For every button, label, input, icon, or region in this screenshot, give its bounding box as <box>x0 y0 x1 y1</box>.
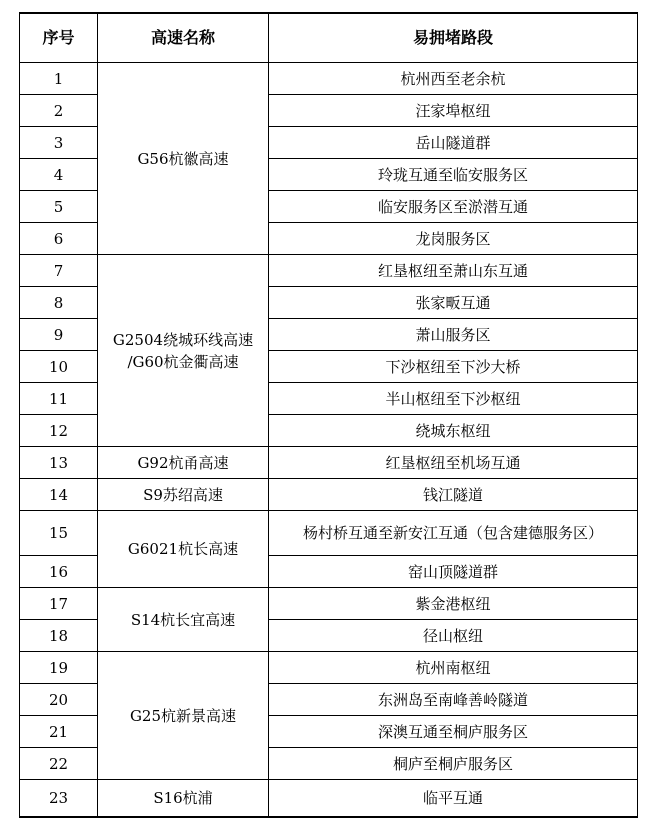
row-number: 11 <box>20 383 98 415</box>
table-row <box>20 447 638 479</box>
road-section: 深澳互通至桐庐服务区 <box>269 716 638 748</box>
table-row <box>20 588 638 620</box>
row-number: 8 <box>20 287 98 319</box>
table-row <box>20 652 638 684</box>
table-row <box>20 255 638 287</box>
road-section: 绕城东枢纽 <box>269 415 638 447</box>
table-row <box>20 479 638 511</box>
road-section: 张家畈互通 <box>269 287 638 319</box>
road-section: 桐庐至桐庐服务区 <box>269 748 638 780</box>
table-row <box>20 780 638 818</box>
row-number: 13 <box>20 447 98 479</box>
highway-name: S14杭长宜高速 <box>98 588 269 652</box>
row-number: 23 <box>20 780 98 818</box>
row-number: 7 <box>20 255 98 287</box>
highway-name: S16杭浦 <box>98 780 269 818</box>
road-section: 杭州南枢纽 <box>269 652 638 684</box>
row-number: 19 <box>20 652 98 684</box>
road-section: 临平互通 <box>269 780 638 818</box>
header-highway-name: 高速名称 <box>98 13 269 63</box>
row-number: 21 <box>20 716 98 748</box>
highway-name: G92杭甬高速 <box>98 447 269 479</box>
row-number: 9 <box>20 319 98 351</box>
row-number: 10 <box>20 351 98 383</box>
road-section: 杨村桥互通至新安江互通（包含建德服务区） <box>269 511 638 556</box>
table-row <box>20 63 638 95</box>
row-number: 3 <box>20 127 98 159</box>
road-section: 东洲岛至南峰善岭隧道 <box>269 684 638 716</box>
congestion-table-container <box>19 12 638 818</box>
road-section: 临安服务区至淤潜互通 <box>269 191 638 223</box>
table-row <box>20 511 638 556</box>
road-section: 玲珑互通至临安服务区 <box>269 159 638 191</box>
road-section: 汪家埠枢纽 <box>269 95 638 127</box>
row-number: 12 <box>20 415 98 447</box>
table-header-row <box>20 13 638 63</box>
road-section: 窑山顶隧道群 <box>269 556 638 588</box>
highway-name-line-1: G2504绕城环线高速 <box>112 330 254 349</box>
row-number: 4 <box>20 159 98 191</box>
row-number: 6 <box>20 223 98 255</box>
road-section: 径山枢纽 <box>269 620 638 652</box>
row-number: 14 <box>20 479 98 511</box>
road-section: 红垦枢纽至萧山东互通 <box>269 255 638 287</box>
highway-name-line-2: /G60杭金衢高速 <box>127 352 239 371</box>
row-number: 2 <box>20 95 98 127</box>
row-number: 5 <box>20 191 98 223</box>
road-section: 钱江隧道 <box>269 479 638 511</box>
road-section: 龙岗服务区 <box>269 223 638 255</box>
road-section: 紫金港枢纽 <box>269 588 638 620</box>
row-number: 22 <box>20 748 98 780</box>
road-section: 岳山隧道群 <box>269 127 638 159</box>
congestion-sections-table <box>19 12 638 818</box>
highway-name: G25杭新景高速 <box>98 652 269 780</box>
highway-name: G6021杭长高速 <box>98 511 269 588</box>
road-section: 下沙枢纽至下沙大桥 <box>269 351 638 383</box>
row-number: 16 <box>20 556 98 588</box>
road-section: 杭州西至老余杭 <box>269 63 638 95</box>
road-section: 萧山服务区 <box>269 319 638 351</box>
row-number: 15 <box>20 511 98 556</box>
road-section: 半山枢纽至下沙枢纽 <box>269 383 638 415</box>
header-congested-section: 易拥堵路段 <box>269 13 638 63</box>
road-section: 红垦枢纽至机场互通 <box>269 447 638 479</box>
row-number: 17 <box>20 588 98 620</box>
highway-name <box>98 255 269 447</box>
row-number: 20 <box>20 684 98 716</box>
highway-name: S9苏绍高速 <box>98 479 269 511</box>
row-number: 18 <box>20 620 98 652</box>
highway-name: G56杭徽高速 <box>98 63 269 255</box>
header-serial-number: 序号 <box>20 13 98 63</box>
row-number: 1 <box>20 63 98 95</box>
